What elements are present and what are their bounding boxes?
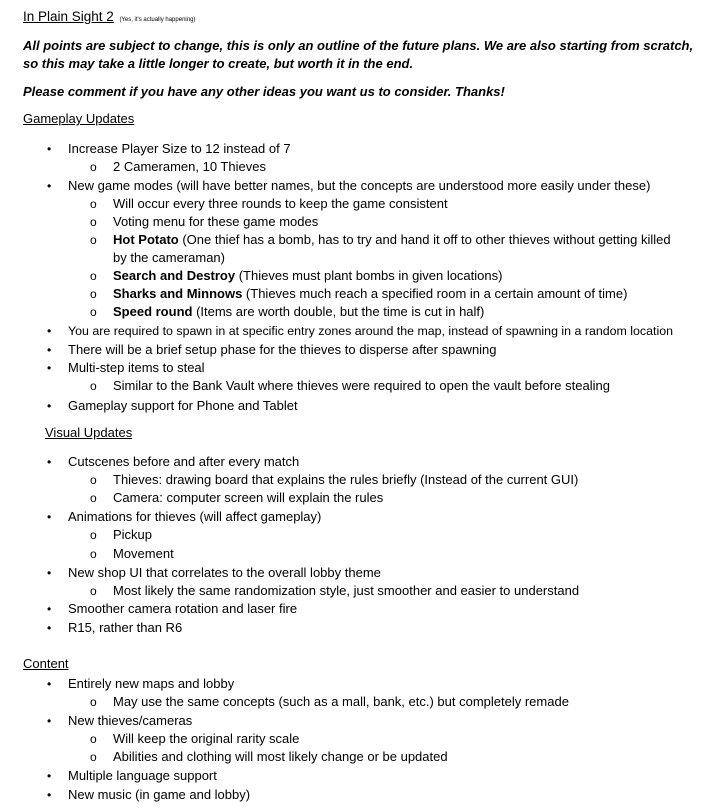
sub-list-item-sharks: o Sharks and Minnows (Thieves much reach a specified room in a certain amount of time) xyxy=(90,286,628,301)
list-item: • R15, rather than R6 xyxy=(47,620,183,635)
sub-list-item: o Similar to the Bank Vault where thieves were required to open the vault before stealing xyxy=(90,378,610,393)
bullet-icon: • xyxy=(47,361,52,375)
sub-bullet-icon: o xyxy=(90,305,97,319)
bullet-icon: • xyxy=(47,399,52,413)
document-title-line xyxy=(23,9,195,24)
list-item: • Increase Player Size to 12 instead of 7 xyxy=(47,141,291,156)
sub-list-item: o Movement xyxy=(90,546,174,561)
sharks-label: Sharks and Minnows xyxy=(113,286,243,301)
bullet-icon: • xyxy=(47,179,52,193)
bullet-icon: • xyxy=(47,788,52,802)
list-item: • Multi-step items to steal xyxy=(47,360,205,375)
sub-bullet-icon: o xyxy=(90,287,97,301)
document-title: In Plain Sight 2 xyxy=(23,9,114,24)
sub-bullet-icon: o xyxy=(90,379,97,393)
list-item: • Cutscenes before and after every match xyxy=(47,454,300,469)
sub-bullet-icon: o xyxy=(90,750,97,764)
sub-bullet-icon: o xyxy=(90,160,97,174)
gameplay-heading: Gameplay Updates xyxy=(23,111,135,126)
list-item: • New game modes (will have better names, but the concepts are understood more easily under these) xyxy=(47,178,651,193)
sub-list-item: o Most likely the same randomization style, just smoother and easier to understand xyxy=(90,583,580,598)
bullet-icon: • xyxy=(47,714,52,728)
sub-list-item: o Will keep the original rarity scale xyxy=(90,731,300,746)
list-item: • Smoother camera rotation and laser fire xyxy=(47,601,298,616)
bullet-icon: • xyxy=(47,142,52,156)
sub-list-item: o Abilities and clothing will most likely change or be updated xyxy=(90,749,448,764)
sub-bullet-icon: o xyxy=(90,695,97,709)
list-item: • New thieves/cameras xyxy=(47,713,193,728)
sub-list-item: o Thieves: drawing board that explains the rules briefly (Instead of the current GUI) xyxy=(90,472,579,487)
sub-list-item: o Camera: computer screen will explain the rules xyxy=(90,490,384,505)
list-item: • New music (in game and lobby) xyxy=(47,787,251,802)
sub-list-item: o Will occur every three rounds to keep the game consistent xyxy=(90,196,448,211)
search-destroy-label: Search and Destroy xyxy=(113,268,236,283)
visual-heading: Visual Updates xyxy=(45,425,133,440)
sub-bullet-icon: o xyxy=(90,584,97,598)
sub-bullet-icon: o xyxy=(90,197,97,211)
bullet-icon: • xyxy=(47,621,52,635)
list-item: • Multiple language support xyxy=(47,768,217,783)
sub-list-item-search-destroy: o Search and Destroy (Thieves must plant bombs in given locations) xyxy=(90,268,503,283)
bullet-icon: • xyxy=(47,455,52,469)
bullet-icon: • xyxy=(47,602,52,616)
title-note: (Yes, it's actually happening) xyxy=(119,17,196,23)
list-item: • You are required to spawn in at specific entry zones around the map, instead of spawning in a random location xyxy=(47,324,673,338)
sub-bullet-icon: o xyxy=(90,528,97,542)
bullet-icon: • xyxy=(47,343,52,357)
sub-bullet-icon: o xyxy=(90,732,97,746)
sub-list-item-speed-round: o Speed round (Items are worth double, but the time is cut in half) xyxy=(90,304,485,319)
bullet-icon: • xyxy=(47,677,52,691)
list-item: • New shop UI that correlates to the overall lobby theme xyxy=(47,565,381,580)
list-item: • Gameplay support for Phone and Tablet xyxy=(47,398,298,413)
intro-paragraph: All points are subject to change, this is only an outline of the future plans. We are also starting from scratch, so this may take a little longer to create, but worth it in the end. xyxy=(23,38,694,71)
bullet-icon: • xyxy=(47,510,52,524)
list-item: • Animations for thieves (will affect gameplay) xyxy=(47,509,322,524)
sub-bullet-icon: o xyxy=(90,233,97,247)
list-item: • Entirely new maps and lobby xyxy=(47,676,235,691)
sub-list-item: o May use the same concepts (such as a mall, bank, etc.) but completely remade xyxy=(90,694,569,709)
sub-bullet-icon: o xyxy=(90,269,97,283)
sub-bullet-icon: o xyxy=(90,491,97,505)
sub-bullet-icon: o xyxy=(90,547,97,561)
sub-list-item-hot-potato: o Hot Potato (One thief has a bomb, has to try and hand it off to other thieves without getting killed by the cameraman) xyxy=(90,232,671,265)
hot-potato-label: Hot Potato xyxy=(113,232,179,247)
bullet-icon: • xyxy=(47,324,52,338)
sub-list-item: o 2 Cameramen, 10 Thieves xyxy=(90,159,266,174)
intro-request: Please comment if you have any other ideas you want us to consider. Thanks! xyxy=(23,84,505,99)
bullet-icon: • xyxy=(47,566,52,580)
speed-round-label: Speed round xyxy=(113,304,193,319)
bullet-icon: • xyxy=(47,769,52,783)
list-item: • There will be a brief setup phase for the thieves to disperse after spawning xyxy=(47,342,497,357)
sub-list-item: o Pickup xyxy=(90,527,153,542)
sub-bullet-icon: o xyxy=(90,473,97,487)
content-heading: Content xyxy=(23,656,69,671)
sub-bullet-icon: o xyxy=(90,215,97,229)
sub-list-item: o Voting menu for these game modes xyxy=(90,214,319,229)
